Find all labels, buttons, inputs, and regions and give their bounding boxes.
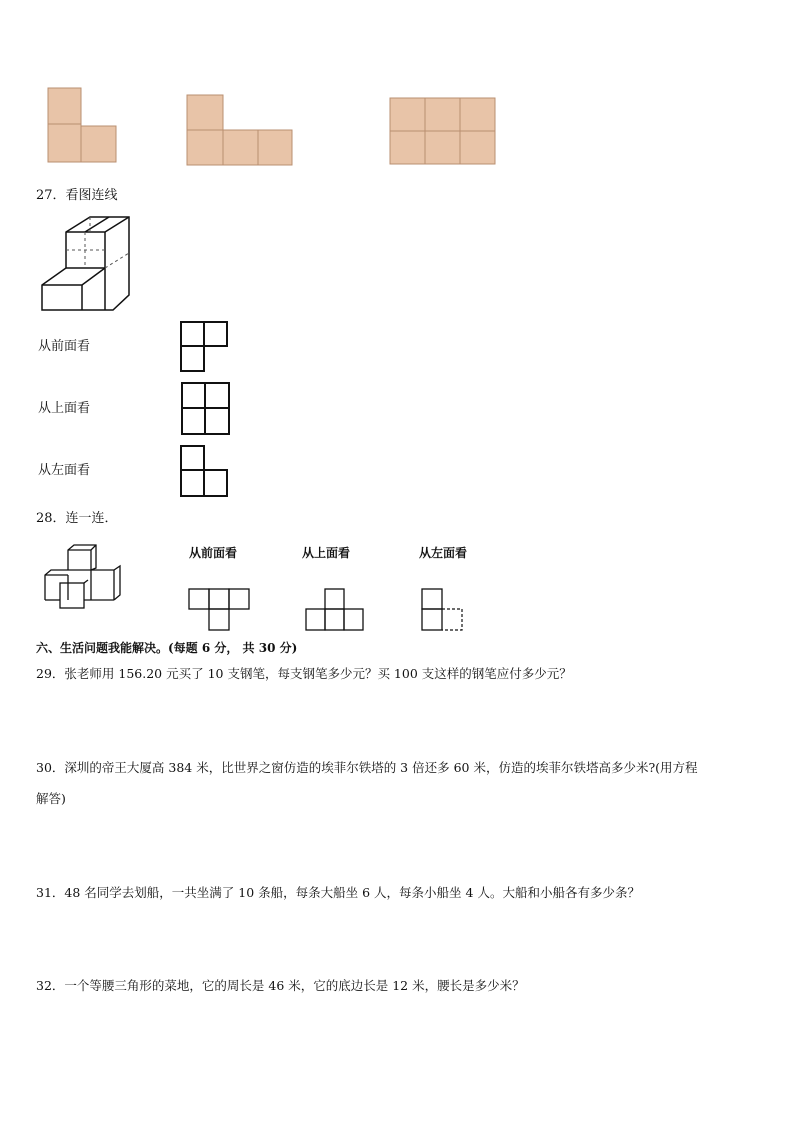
view-cell — [209, 609, 229, 630]
q28-view-label-top: 从上面看 — [302, 546, 351, 560]
view-cell — [325, 609, 344, 630]
view-cell — [306, 609, 325, 630]
section-6-heading: 六、生活问题我能解决。(每题 6 分， 共 30 分) — [36, 641, 298, 655]
q28-view-label-left: 从左面看 — [419, 546, 468, 560]
q27-view-label-left: 从左面看 — [38, 463, 91, 478]
q30-text-line2: 解答) — [36, 791, 66, 806]
q30-text-line1: 30．深圳的帝王大厦高 384 米，比世界之窗仿造的埃菲尔铁塔的 3 倍还多 60 米，仿造的埃菲尔铁塔高多少米?(用方程 — [36, 760, 698, 775]
q27-title: 27．看图连线 — [36, 188, 118, 203]
q31-text: 31．48 名同学去划船，一共坐满了 10 条船，每条大船坐 6 人，每条小船坐 4 人。大船和小船各有多少条？ — [36, 885, 640, 900]
view-cell — [325, 589, 344, 609]
view-cell — [209, 589, 229, 609]
q28-title: 28．连一连． — [36, 511, 118, 526]
view-cell — [189, 589, 209, 609]
view-cell — [422, 589, 442, 609]
q29-text: 29．张老师用 156.20 元买了 10 支钢笔，每支钢笔多少元？买 100 支这样的钢笔应付多少元？ — [36, 666, 572, 681]
view-cell — [344, 609, 363, 630]
view-cell — [422, 609, 442, 630]
q32-text: 32．一个等腰三角形的菜地，它的周长是 46 米，它的底边长是 12 米，腰长是多少米？ — [36, 978, 525, 993]
q27-view-label-top: 从上面看 — [38, 401, 91, 416]
q28-view-label-front: 从前面看 — [189, 546, 238, 560]
q27-view-label-front: 从前面看 — [38, 339, 91, 354]
view-cell — [229, 589, 249, 609]
